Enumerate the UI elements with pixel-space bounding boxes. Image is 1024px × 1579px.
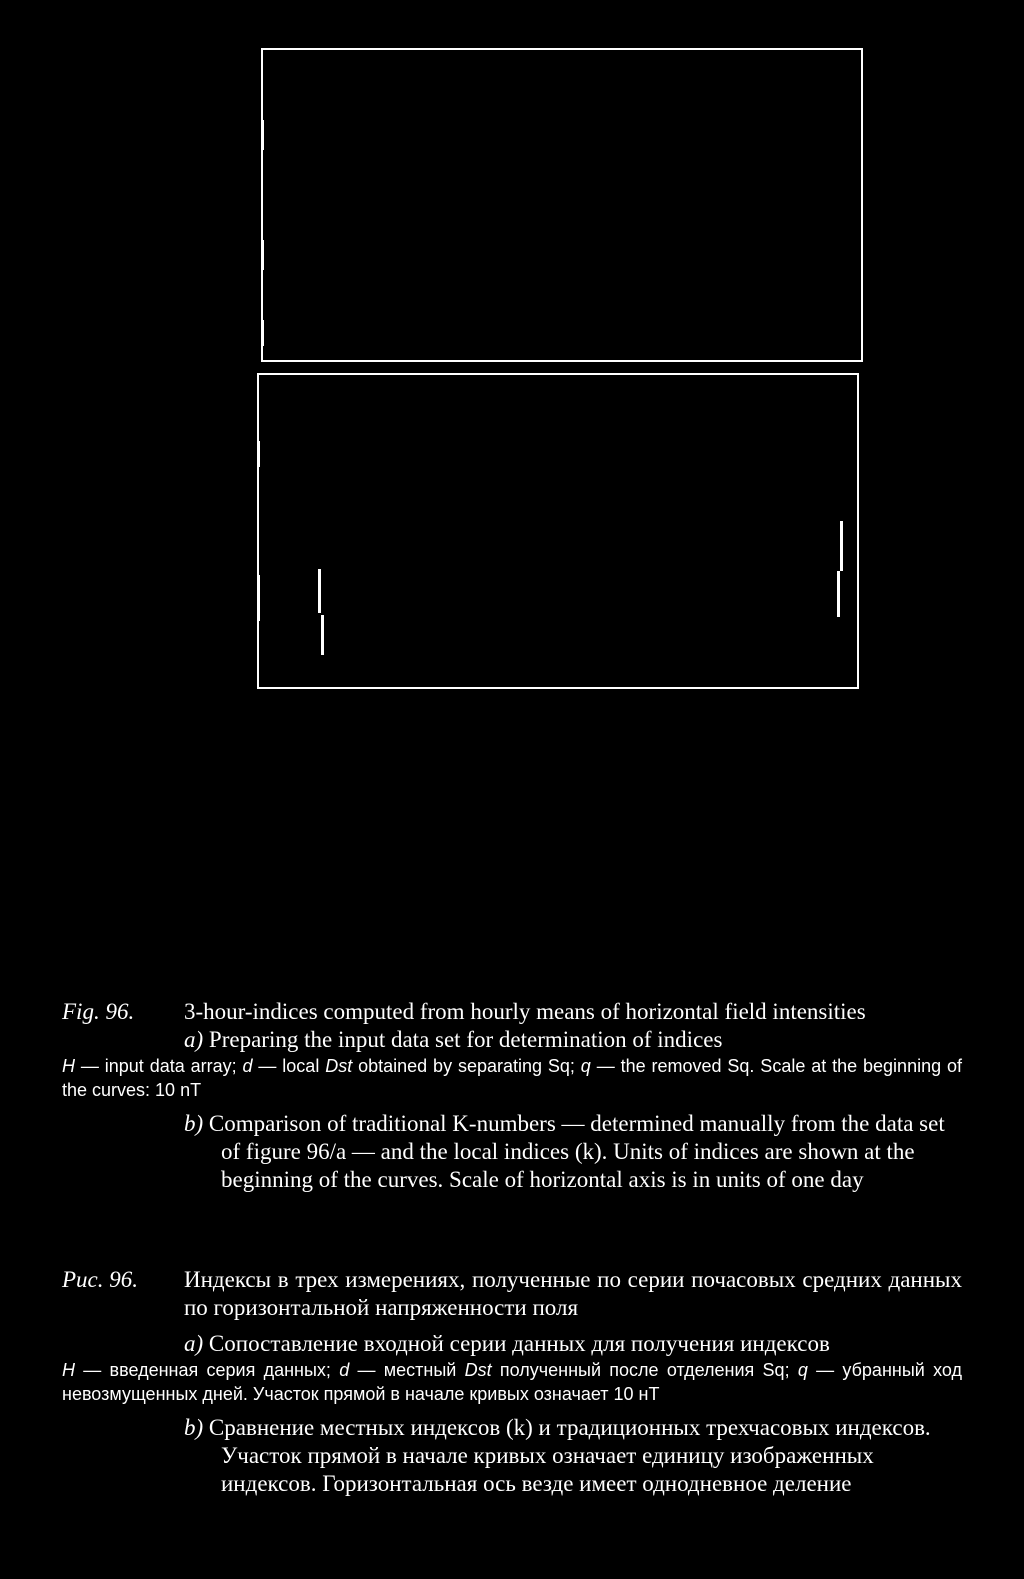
legend-symbol: q [797,1360,808,1380]
caption-item-b [184,1110,962,1194]
caption-title: 3-hour-indices computed from hourly means of horizontal field intensities [184,999,866,1024]
item-text: Сравнение местных индексов (k) и традиционных трехчасовых индексов. Участок прямой в начале кривых означает единицу изображенных индексов. Горизонтальная ось везде имеет однодневное деление [208,1415,931,1496]
scale-bar [257,575,260,621]
caption-item-b [184,1414,962,1498]
caption-title: Индексы в трех измерениях, полученные по серии почасовых средних данных по горизонтальной напряженности поля [184,1267,962,1320]
legend-symbol: q [580,1056,591,1076]
item-label: a) [184,1027,204,1052]
legend-text: — the removed Sq. Scale at the beginning of the curves: 10 nT [62,1056,962,1100]
scale-bar [261,120,264,150]
scale-bar [840,521,843,571]
legend-symbol: H [62,1056,75,1076]
legend-text: — введенная серия данных; [75,1360,340,1380]
item-text: Preparing the input data set for determination of indices [208,1027,723,1052]
item-text: Сопоставление входной серии данных для получения индексов [208,1331,830,1356]
scale-bar [837,571,840,617]
caption-legend [62,1358,962,1406]
figure-panel-b [257,373,859,689]
figure-label: Рис. 96. [62,1267,139,1292]
legend-symbol: d [339,1360,350,1380]
scale-bar [257,441,260,467]
legend-symbol: Dst [325,1056,353,1076]
item-label: b) [184,1111,204,1136]
legend-symbol: Dst [464,1360,492,1380]
item-text: Comparison of traditional K-numbers — determined manually from the data set of figure 96/a — and the local indices (k). Units of indices are shown at the beginning of the curves. Scale of horizontal axis is in units of one day [208,1111,945,1192]
caption-russian [62,1266,962,1498]
caption-legend [62,1054,962,1102]
scale-bar [318,569,321,613]
figure-panel-a [261,48,863,362]
legend-text: — local [252,1056,326,1076]
legend-symbol: H [62,1360,75,1380]
figure-label: Fig. 96. [62,999,135,1024]
caption-item-a [184,1330,962,1358]
caption-item-a [184,1026,962,1054]
legend-text: — убранный ход невозмущенных дней. Участок прямой в начале кривых означает 10 нТ [62,1360,962,1404]
legend-text: полученный после отделения Sq; [491,1360,798,1380]
item-label: a) [184,1331,204,1356]
legend-text: obtained by separating Sq; [352,1056,581,1076]
caption-english [62,998,962,1194]
scale-bar [261,240,264,270]
legend-text: — местный [349,1360,465,1380]
scale-bar [321,615,324,655]
scale-bar [261,320,264,346]
item-label: b) [184,1415,204,1440]
legend-symbol: d [242,1056,253,1076]
legend-text: — input data array; [75,1056,243,1076]
